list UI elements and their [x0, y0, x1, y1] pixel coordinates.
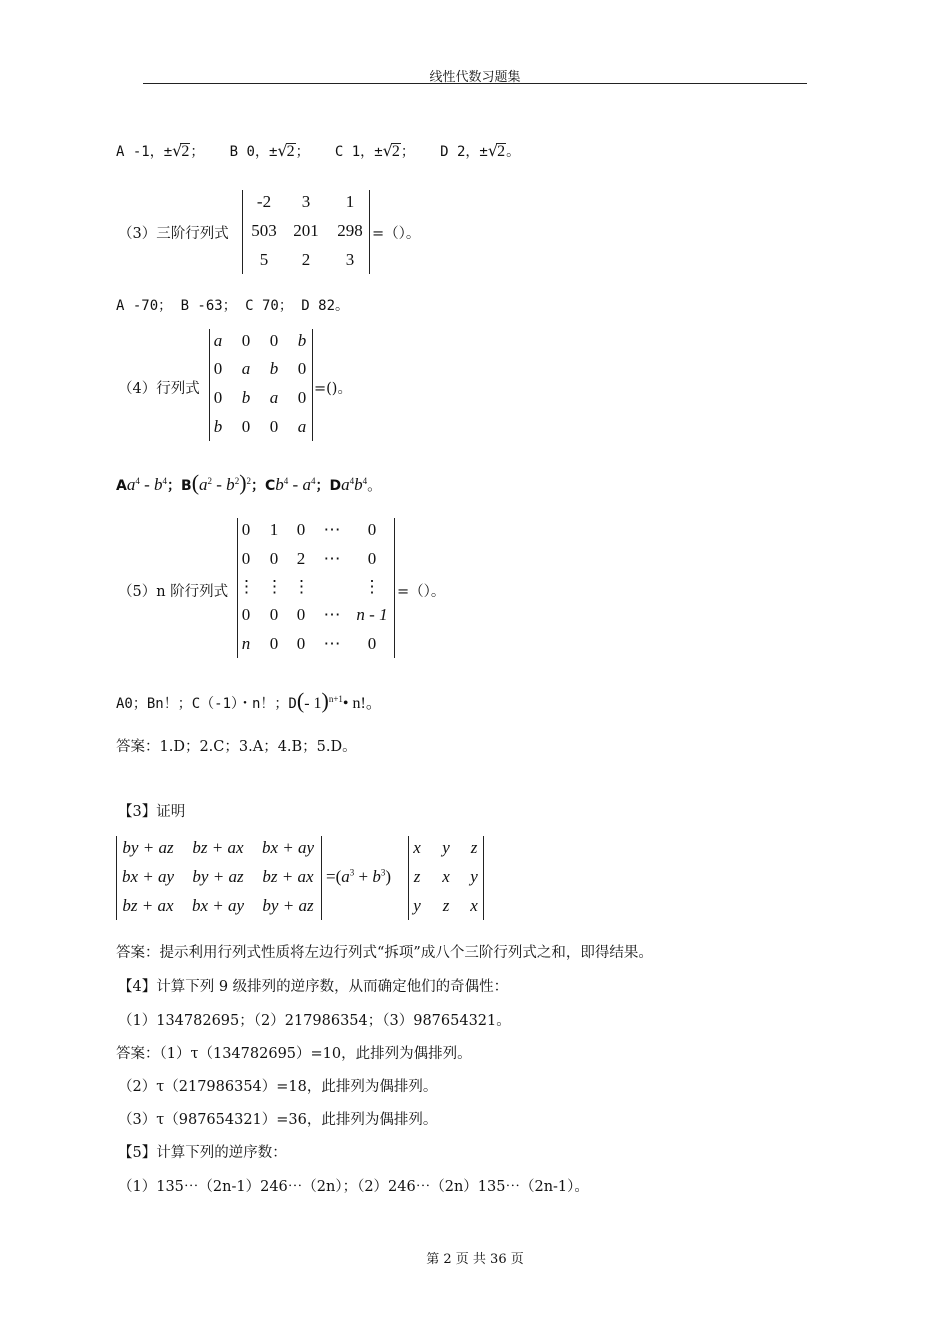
- matrix-cell: b: [241, 388, 251, 407]
- matrix-cell: 0: [367, 634, 377, 653]
- matrix-cell: a: [297, 417, 307, 436]
- matrix-cell: by + az: [122, 838, 174, 857]
- plus-minus: ±: [374, 144, 383, 160]
- matrix-cell: a: [241, 359, 251, 378]
- matrix-cell: ⋯: [323, 549, 341, 568]
- matrix-cell: 0: [296, 605, 306, 624]
- s3-answer: 答案：提示利用行列式性质将左边行列式“拆项”成八个三阶行列式之和，即得结果。: [116, 945, 653, 961]
- q4-options: $Aa^4 - b^4$；$B(a^2 - b^2)^2$；$Cb^4 - a^4$；$Da^4b^4$。: [116, 470, 383, 495]
- matrix-cell: 0: [297, 359, 307, 378]
- matrix-cell: 1: [269, 520, 279, 539]
- q5-options: A0；Bn！；C（-1）・n！；D(- 1)$^{n+1}$• n!。: [116, 688, 382, 713]
- matrix-cell: y: [442, 838, 450, 857]
- matrix-cell: 201: [293, 221, 319, 240]
- matrix-cell: a: [213, 331, 223, 350]
- q5-tail: =（）。: [397, 584, 446, 600]
- s4-answer-3: （3）τ（987654321）=36，此排列为偶排列。: [118, 1112, 438, 1128]
- matrix-cell: ⋯: [323, 634, 341, 653]
- s5-heading: 【5】计算下列的逆序数：: [118, 1145, 287, 1161]
- matrix-cell: ⋯: [323, 605, 341, 624]
- matrix-cell: 0: [296, 634, 306, 653]
- matrix-cell: y: [413, 896, 421, 915]
- matrix-cell: ⋮: [293, 577, 310, 596]
- q3-tail: =（）。: [372, 226, 421, 242]
- answer-1: 答案：1.D；2.C；3.A；4.B；5.D。: [116, 739, 357, 755]
- matrix-cell: by + az: [262, 896, 314, 915]
- sqrt-2: 2: [286, 143, 295, 160]
- q4-option-c-label: ；C: [251, 478, 276, 494]
- matrix-cell: ⋮: [363, 577, 381, 596]
- s5-items: （1）135⋯（2n-1）246⋯（2n）；（2）246⋯（2n）135⋯（2n-1）。: [118, 1179, 589, 1195]
- q3-options: A -70； B -63； C 70； D 82。: [116, 298, 350, 314]
- matrix-cell: 298: [337, 221, 363, 240]
- q5-determinant: [237, 518, 395, 658]
- matrix-cell: 0: [269, 605, 279, 624]
- matrix-cell: bx + ay: [191, 896, 245, 915]
- matrix-cell: ⋮: [266, 577, 283, 596]
- matrix-cell: b: [297, 331, 307, 350]
- q3-determinant: [242, 190, 370, 274]
- matrix-cell: bx + ay: [261, 838, 315, 857]
- matrix-cell: 0: [213, 388, 223, 407]
- sqrt-2: 2: [497, 143, 506, 160]
- matrix-cell: 0: [269, 634, 279, 653]
- matrix-cell: z: [470, 838, 478, 857]
- q3-label: （3）三阶行列式: [118, 226, 229, 242]
- q2-options: A -1，±√2； B 0，±√2； C 1，±√2； D 2，±√2。: [116, 141, 521, 160]
- matrix-cell: x: [413, 838, 421, 857]
- matrix-cell: 3: [345, 250, 355, 269]
- matrix-cell: x: [470, 896, 478, 915]
- q4-label: （4）行列式: [118, 381, 200, 397]
- s4-heading: 【4】计算下列 9 级排列的逆序数，从而确定他们的奇偶性：: [118, 979, 509, 995]
- plus-minus: ±: [268, 144, 278, 160]
- matrix-cell: 0: [269, 549, 279, 568]
- matrix-cell: by + az: [192, 867, 244, 886]
- matrix-cell: 0: [241, 605, 251, 624]
- matrix-cell: ⋮: [238, 577, 255, 596]
- s4-answer-2: （2）τ（217986354）=18，此排列为偶排列。: [118, 1079, 438, 1095]
- matrix-cell: 3: [301, 192, 311, 211]
- sep: ；: [400, 144, 415, 160]
- q4-determinant: [209, 329, 313, 441]
- matrix-cell: 0: [269, 331, 279, 350]
- matrix-cell: 0: [269, 417, 279, 436]
- plus-minus: ±: [479, 144, 488, 160]
- q2-option-b: B 0，: [229, 144, 269, 160]
- matrix-cell: bz + ax: [122, 896, 174, 915]
- matrix-cell: 0: [241, 331, 251, 350]
- matrix-cell: 0: [213, 359, 223, 378]
- matrix-cell: n: [241, 634, 251, 653]
- matrix-cell: n - 1: [356, 605, 388, 624]
- matrix-cell: z: [413, 867, 421, 886]
- matrix-cell: 503: [251, 221, 277, 240]
- plus-minus: ±: [163, 144, 173, 160]
- matrix-cell: 0: [241, 549, 251, 568]
- matrix-cell: 5: [259, 250, 269, 269]
- header-rule: [143, 83, 807, 84]
- matrix-cell: x: [442, 867, 450, 886]
- matrix-cell: -2: [256, 192, 272, 211]
- s3-left-determinant: [116, 836, 322, 920]
- matrix-cell: b: [269, 359, 279, 378]
- q4-option-a-label: A: [116, 478, 127, 494]
- s3-heading: 【3】证明: [118, 804, 186, 820]
- sqrt-2: 2: [181, 143, 190, 160]
- q4-option-d-label: ；D: [315, 478, 342, 494]
- matrix-cell: 0: [367, 520, 377, 539]
- page-header-title: 线性代数习题集: [429, 70, 521, 85]
- s3-right-determinant: [408, 836, 484, 920]
- s3-middle-factor: $=(a^3 + b^3)$: [326, 867, 392, 886]
- s4-items: （1）134782695；（2）217986354；（3）987654321。: [118, 1013, 511, 1029]
- s4-answer-1: 答案：（1）τ（134782695）=10，此排列为偶排列。: [116, 1046, 472, 1062]
- matrix-cell: bx + ay: [121, 867, 175, 886]
- q4-tail: =()。: [314, 381, 352, 397]
- q2-option-d: D 2，: [440, 144, 480, 160]
- matrix-cell: 1: [345, 192, 355, 211]
- matrix-cell: 0: [296, 520, 306, 539]
- q4-option-b-label: ；B: [167, 478, 192, 494]
- matrix-cell: 2: [301, 250, 311, 269]
- sep: ；: [190, 144, 205, 160]
- matrix-cell: b: [213, 417, 223, 436]
- matrix-cell: z: [442, 896, 450, 915]
- matrix-cell: bz + ax: [192, 838, 244, 857]
- period: 。: [506, 144, 521, 160]
- matrix-cell: 0: [297, 388, 307, 407]
- matrix-cell: 0: [241, 520, 251, 539]
- sep: ；: [295, 144, 310, 160]
- q5-option-d-tail: • n!。: [342, 695, 382, 712]
- matrix-cell: 0: [241, 417, 251, 436]
- q5-label: （5）n 阶行列式: [118, 584, 229, 600]
- matrix-cell: bz + ax: [262, 867, 314, 886]
- matrix-cell: y: [470, 867, 478, 886]
- sqrt-2: 2: [391, 143, 400, 160]
- matrix-cell: 0: [367, 549, 377, 568]
- matrix-cell: ⋯: [323, 520, 341, 539]
- q2-option-c: C 1，: [334, 144, 375, 160]
- page-footer: 第 2 页 共 36 页: [426, 1252, 524, 1267]
- matrix-cell: 2: [296, 549, 306, 568]
- q2-option-a: A -1，: [116, 144, 164, 160]
- matrix-cell: a: [269, 388, 279, 407]
- period: 。: [367, 476, 383, 494]
- q5-options-text: A0；Bn！；C（-1）・n！；D: [116, 696, 297, 712]
